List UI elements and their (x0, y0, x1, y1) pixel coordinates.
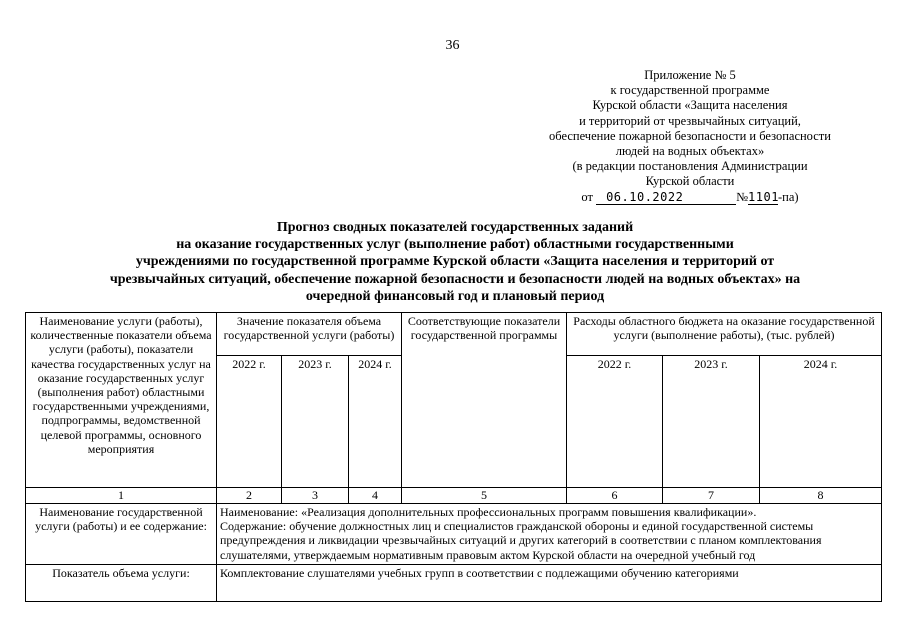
expense-year-2023: 2023 г. (663, 356, 760, 488)
number-suffix: -па) (778, 189, 799, 204)
header-row (26, 313, 882, 356)
column-number: 4 (349, 488, 402, 504)
appendix-line: (в редакции постановления Администрации (572, 159, 808, 174)
page-number: 36 (445, 38, 460, 53)
title-line: учреждениями по государственной программе Курской области «Защита населения и территорий от (135, 254, 775, 270)
expense-year-2022: 2022 г. (567, 356, 663, 488)
appendix-line: и территорий от чрезвычайных ситуаций, (579, 113, 801, 128)
service-row (26, 504, 882, 565)
decree-date-line (520, 190, 860, 205)
service-name: Наименование: «Реализация дополнительных профессиональных программ повышения квалификации». (220, 505, 757, 519)
decree-number: 1101 (748, 189, 779, 204)
volume-year-2024: 2024 г. (349, 356, 402, 488)
volume-year-2022: 2022 г. (217, 356, 282, 488)
title-line: Прогноз сводных показателей государственных заданий (276, 220, 634, 235)
column-number: 1 (26, 488, 217, 504)
column-number: 2 (217, 488, 282, 504)
appendix-line: обеспечение пожарной безопасности и безопасности (549, 128, 831, 143)
column-number: 6 (567, 488, 663, 504)
document-title (60, 219, 850, 305)
service-label: Наименование государственной услуги (работы) и ее содержание: (26, 504, 217, 565)
volume-group-header: Значение показателя объема государственной услуги (работы) (217, 313, 402, 356)
column-number: 7 (663, 488, 760, 504)
service-content-line: Содержание: обучение должностных лиц и специалистов гражданской обороны и единой государственной системы (220, 519, 814, 534)
appendix-line: людей на водных объектах» (615, 144, 765, 159)
column-number: 8 (760, 488, 882, 504)
service-content-line: предупреждения и ликвидации чрезвычайных ситуаций и других категорий в соответствии с планом комплектования (220, 533, 822, 548)
title-line: очередной финансовый год и плановый период (305, 288, 605, 304)
appendix-line: Приложение № 5 (644, 68, 736, 82)
appendix-line: Курской области (645, 174, 735, 189)
volume-indicator-row (26, 565, 882, 602)
volume-indicator-label: Показатель объема услуги: (26, 565, 217, 602)
decree-date: 06.10.2022 (596, 191, 736, 205)
program-indicators-label: Соответствующие показатели государственной программы (407, 314, 561, 343)
column-number: 5 (402, 488, 567, 504)
program-indicators-header (402, 313, 567, 488)
date-prefix: от (581, 189, 593, 204)
service-description (217, 504, 882, 565)
appendix-line: Курской области «Защита населения (592, 98, 788, 113)
service-content-line: слушателями, утверждаемым нормативным правовым актом Курской области на очередной учебный год (220, 547, 756, 562)
column-number-row (26, 488, 882, 504)
number-prefix: № (736, 189, 749, 204)
volume-indicator-text: Комплектование слушателями учебных групп в соответствии с подлежащими обучению категориями (217, 565, 882, 602)
expense-year-2024: 2024 г. (760, 356, 882, 488)
title-line: чрезвычайных ситуаций, обеспечение пожарной безопасности и безопасности людей на водных объектах» на (109, 271, 801, 287)
col1-header: Наименование услуги (работы), количественные показатели объема услуги (работы), показатели качества государственных услуг на оказание государственных услуг (выполнения работ) областными государственными учреждениями, подпрограммы, ведомственной целевой программы, основного мероприятия (26, 313, 217, 488)
column-number: 3 (282, 488, 349, 504)
title-line: на оказание государственных услуг (выполнение работ) областными государственными (176, 237, 734, 253)
appendix-line: к государственной программе (610, 83, 770, 98)
forecast-table (25, 312, 882, 602)
appendix-block (520, 68, 860, 205)
volume-year-2023: 2023 г. (282, 356, 349, 488)
expense-group-header: Расходы областного бюджета на оказание государственной услуги (выполнение работы), (тыс. рублей) (567, 313, 882, 356)
